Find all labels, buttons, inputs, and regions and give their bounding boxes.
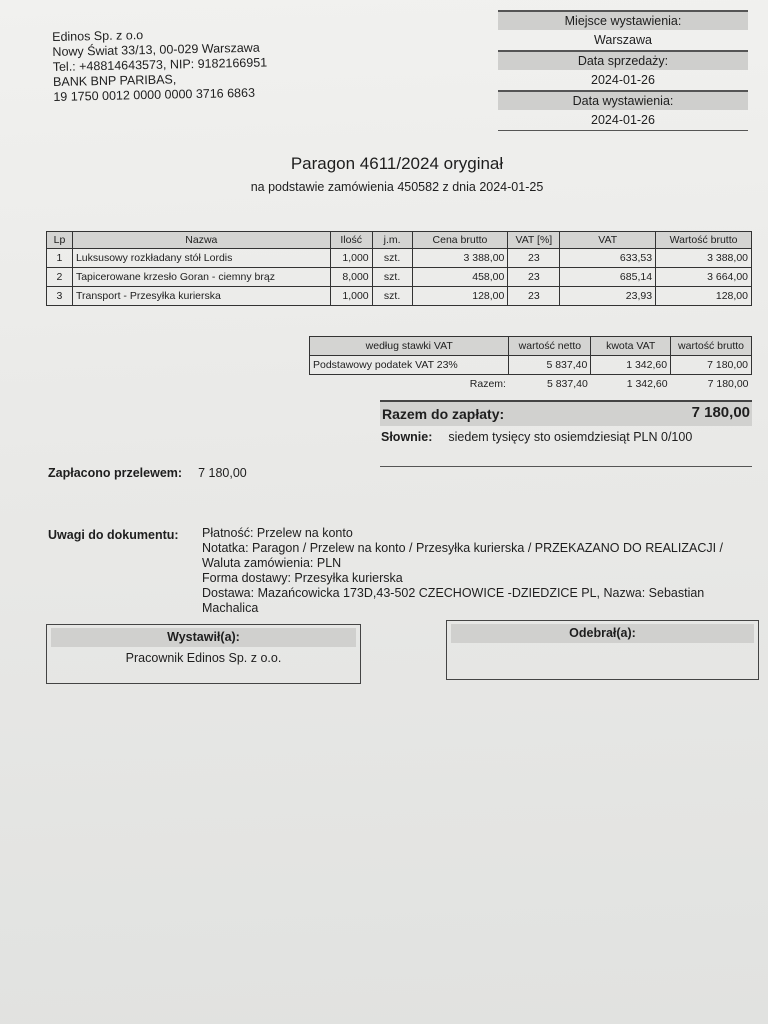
cell-vat: 23,93 <box>560 287 656 306</box>
note-line: Notatka: Paragon / Przelew na konto / Przesyłka kurierska / PRZEKAZANO DO REALIZACJI / <box>202 541 724 555</box>
vat-header-gross: wartość brutto <box>671 337 752 356</box>
table-row <box>47 268 752 287</box>
seller-account: 19 1750 0012 0000 0000 3716 6863 <box>53 85 256 104</box>
table-row <box>47 249 752 268</box>
note-line: Forma dostawy: Przesyłka kurierska <box>202 571 403 585</box>
cell-unit: szt. <box>372 268 412 287</box>
cell-qty: 8,000 <box>330 268 372 287</box>
vat-header-row <box>310 337 752 356</box>
vat-sum-row <box>310 375 752 394</box>
vat-summary-table <box>309 336 752 393</box>
cell-gross-price: 128,00 <box>412 287 508 306</box>
note-line: Machalica <box>202 601 259 615</box>
vat-header-rate: według stawki VAT <box>310 337 509 356</box>
issued-by-box <box>46 624 361 684</box>
seller-address: Nowy Świat 33/13, 00-029 Warszawa <box>52 40 260 59</box>
table-row <box>310 356 752 375</box>
cell-qty: 1,000 <box>330 249 372 268</box>
vat-net: 5 837,40 <box>509 356 591 375</box>
header-unit: j.m. <box>372 232 412 249</box>
vat-amount: 1 342,60 <box>591 356 671 375</box>
issue-info-box <box>498 10 748 131</box>
note-line: Waluta zamówienia: PLN <box>202 556 342 570</box>
sale-date-label: Data sprzedaży: <box>498 50 748 70</box>
vat-sum-label: Razem: <box>469 378 506 390</box>
paid-value: 7 180,00 <box>198 466 247 480</box>
seller-name: Edinos Sp. z o.o <box>52 28 144 44</box>
received-by-box <box>446 620 759 680</box>
seller-contact: Tel.: +48814643573, NIP: 9182166951 <box>52 55 268 74</box>
note-line: Płatność: Przelew na konto <box>202 526 353 540</box>
vat-sum-net: 5 837,40 <box>546 378 588 390</box>
total-to-pay-label: Razem do zapłaty: <box>382 406 505 422</box>
cell-gross-value: 128,00 <box>656 287 752 306</box>
received-by-label: Odebrał(a): <box>451 624 754 643</box>
header-gross-price: Cena brutto <box>412 232 508 249</box>
amount-in-words <box>381 430 692 444</box>
cell-gross-value: 3 388,00 <box>656 249 752 268</box>
paid-label: Zapłacono przelewem: <box>48 466 183 480</box>
issued-by-value: Pracownik Edinos Sp. z o.o. <box>125 651 282 665</box>
cell-vat: 685,14 <box>560 268 656 287</box>
cell-lp: 1 <box>47 249 73 268</box>
cell-gross-price: 3 388,00 <box>412 249 508 268</box>
header-lp: Lp <box>47 232 73 249</box>
header-vat-rate: VAT [%] <box>508 232 560 249</box>
header-qty: Ilość <box>330 232 372 249</box>
place-label: Miejsce wystawienia: <box>498 10 748 30</box>
cell-lp: 3 <box>47 287 73 306</box>
vat-header-amount: kwota VAT <box>591 337 671 356</box>
cell-vat: 633,53 <box>560 249 656 268</box>
cell-vat-rate: 23 <box>508 268 560 287</box>
issue-date-value: 2024-01-26 <box>498 110 748 131</box>
notes-label: Uwagi do dokumentu: <box>48 528 179 542</box>
vat-sum-gross: 7 180,00 <box>707 378 749 390</box>
issued-by-label: Wystawił(a): <box>51 628 356 647</box>
issue-date-label: Data wystawienia: <box>498 90 748 110</box>
words-value: siedem tysięcy sto osiemdziesiąt PLN 0/100 <box>448 430 693 444</box>
vat-sum-amount: 1 342,60 <box>626 378 668 390</box>
sale-date-value: 2024-01-26 <box>591 73 655 87</box>
header-gross-value: Wartość brutto <box>656 232 752 249</box>
cell-lp: 2 <box>47 268 73 287</box>
vat-rate-name: Podstawowy podatek VAT 23% <box>310 356 509 375</box>
vat-gross: 7 180,00 <box>671 356 752 375</box>
notes-text <box>202 526 758 616</box>
items-table <box>46 231 752 306</box>
document-title: Paragon 4611/2024 oryginał <box>290 154 504 173</box>
header-vat: VAT <box>560 232 656 249</box>
cell-name: Transport - Przesyłka kurierska <box>72 287 330 306</box>
cell-name: Tapicerowane krzesło Goran - ciemny brąz <box>72 268 330 287</box>
words-divider <box>380 466 752 467</box>
cell-gross-value: 3 664,00 <box>656 268 752 287</box>
items-header-row <box>47 232 752 249</box>
cell-gross-price: 458,00 <box>412 268 508 287</box>
total-to-pay-value: 7 180,00 <box>691 404 750 421</box>
paid-transfer <box>48 466 247 480</box>
cell-unit: szt. <box>372 249 412 268</box>
total-to-pay-bar <box>380 400 752 426</box>
cell-vat-rate: 23 <box>508 249 560 268</box>
seller-block <box>52 26 268 105</box>
seller-bank: BANK BNP PARIBAS, <box>52 72 177 89</box>
document-subtitle: na podstawie zamówienia 450582 z dnia 2024-01-25 <box>250 180 544 194</box>
note-line: Dostawa: Mazańcowicka 173D,43-502 CZECHOWICE -DZIEDZICE PL, Nazwa: Sebastian <box>202 586 705 600</box>
vat-header-net: wartość netto <box>509 337 591 356</box>
place-value: Warszawa <box>594 33 652 47</box>
cell-vat-rate: 23 <box>508 287 560 306</box>
table-row <box>47 287 752 306</box>
cell-name: Luksusowy rozkładany stół Lordis <box>72 249 330 268</box>
cell-qty: 1,000 <box>330 287 372 306</box>
words-label: Słownie: <box>381 430 433 444</box>
cell-unit: szt. <box>372 287 412 306</box>
header-name: Nazwa <box>72 232 330 249</box>
